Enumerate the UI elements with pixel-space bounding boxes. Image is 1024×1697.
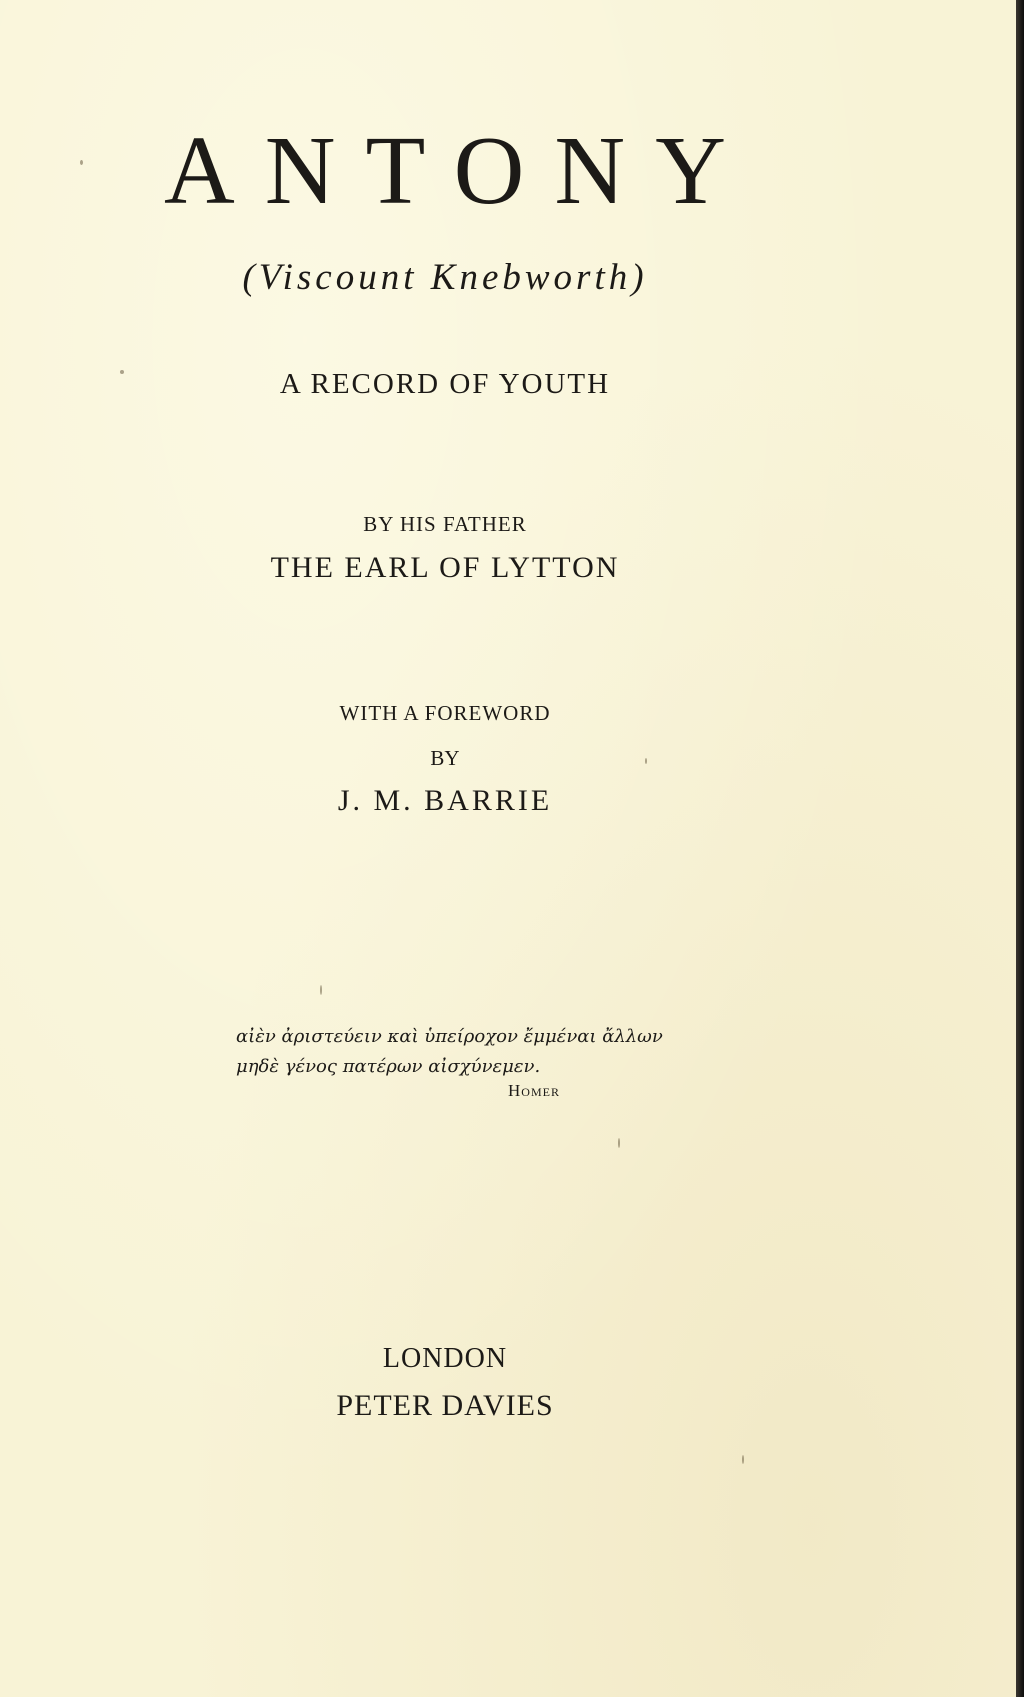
page-edge [1016,0,1024,1697]
author-name: THE EARL OF LYTTON [270,551,620,584]
epigraph-attribution: Homer [508,1081,560,1100]
paper-speck [80,160,83,165]
paper-speck [618,1138,620,1148]
book-subtitle: (Viscount Knebworth) [242,257,648,298]
epigraph-line: μηδὲ γένος πατέρων αἰσχύνεμεν. [236,1056,541,1077]
greek-epigraph [236,1022,663,1082]
foreword-prefix: WITH A FOREWORD [339,701,551,725]
imprint-publisher: PETER DAVIES [336,1389,554,1422]
book-title: ANTONY [164,117,756,225]
paper-speck [742,1455,744,1464]
paper-speck [645,758,647,764]
book-tagline: A RECORD OF YOUTH [279,368,611,400]
epigraph-line: αἰὲν ἀριστεύειν καὶ ὑπείροχον ἔμμέναι ἄλλων [236,1026,663,1047]
foreword-by: BY [430,746,460,770]
author-prefix: BY HIS FATHER [363,512,527,536]
paper-speck [120,370,124,374]
paper-speck [320,985,322,995]
foreword-author: J. M. BARRIE [337,784,553,817]
imprint-city: LONDON [382,1343,508,1374]
